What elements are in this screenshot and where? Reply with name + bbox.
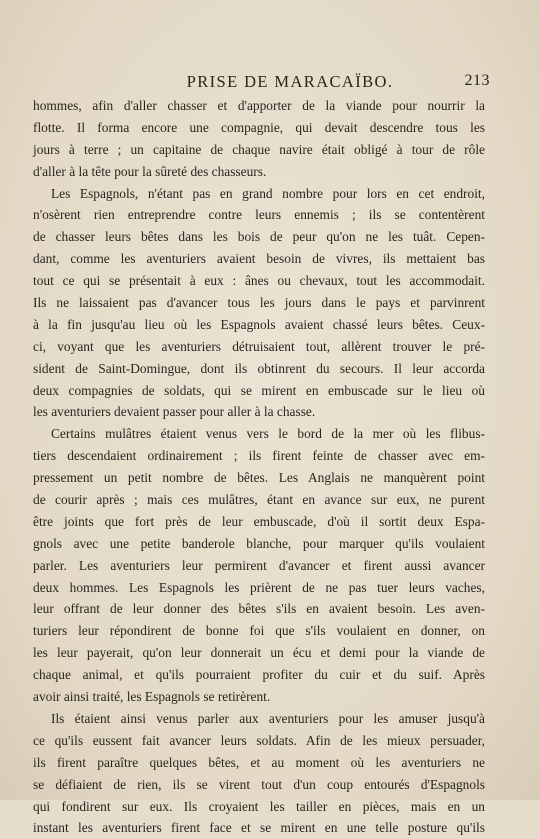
text-line: de courir après ; mais ces mulâtres, étant en avance sur eux, ne purent [33, 492, 485, 508]
text-line: jours à terre ; un capitaine de chaque navire était obligé à tour de rôle [33, 141, 485, 157]
text-line: ils firent paraître quelques bêtes, et au moment où les aventuriers ne [33, 754, 485, 770]
text-line: Ils ne laissaient pas d'avancer tous les jours dans le pays et parvinrent [33, 295, 485, 311]
text-line: parler. Les aventuriers leur permirent d'avancer et firent aussi avancer [33, 557, 485, 573]
text-line: n'osèrent rien entreprendre contre leurs ennemis ; ils se contentèrent [33, 207, 485, 223]
text-line: tout ce qui se présentait à eux : ânes ou chevaux, tout les accommodait. [33, 273, 485, 289]
text-line: de chasser leurs bêtes dans les bois de peur qu'on ne les tuât. Cepen- [33, 229, 485, 245]
text-line: dant, comme les aventuriers avaient besoin de vivres, ils mettaient bas [33, 251, 485, 267]
page-number: 213 [464, 72, 490, 89]
text-line: Les Espagnols, n'étant pas en grand nombre pour lors en cet endroit, [51, 185, 485, 201]
text-line: leur offrant de leur donner des bêtes s'ils en avaient besoin. Les aven- [33, 601, 485, 617]
running-head [90, 72, 490, 94]
text-line: d'aller à la tête pour la sûreté des chasseurs. [33, 163, 267, 179]
text-line: ce qu'ils eussent fait avancer leurs soldats. Afin de les mieux persuader, [33, 732, 485, 748]
text-line: Ils étaient ainsi venus parler aux aventuriers pour les amuser jusqu'à [51, 710, 485, 726]
paragraph [33, 183, 485, 424]
text-line: à la fin jusqu'au lieu où les Espagnols avaient chassé leurs bêtes. Ceux- [33, 316, 485, 332]
text-line: Certains mulâtres étaient venus vers le bord de la mer où les flibus- [51, 426, 485, 442]
body-text [33, 95, 485, 839]
paragraph [33, 95, 485, 183]
text-line: ci, voyant que les aventuriers détruisaient tout, allèrent trouver le pré- [33, 338, 485, 354]
paragraph [33, 708, 485, 839]
text-line: turiers leur répondirent de bonne foi que s'ils voulaient en donner, on [33, 623, 485, 639]
text-line: avoir ainsi traité, les Espagnols se retirèrent. [33, 689, 271, 705]
text-line: chaque animal, et qu'ils pourraient profiter du cuir et du suif. Après [33, 667, 485, 683]
text-line: gnols avec une petite banderole blanche, pour marquer qu'ils voulaient [33, 535, 485, 551]
text-line: les leur payerait, qu'on leur donnerait un écu et demi pour la viande de [33, 645, 485, 661]
text-line: sident de Saint-Domingue, dont ils obtinrent du secours. Il leur accorda [33, 360, 485, 376]
text-line: les aventuriers devaient passer pour aller à la chasse. [33, 404, 316, 420]
text-line: deux hommes. Les Espagnols les prièrent de ne pas tuer leurs vaches, [33, 579, 485, 595]
text-line: hommes, afin d'aller chasser et d'apporter de la viande pour nourrir la [33, 98, 485, 113]
text-line: être joints que fort près de leur embuscade, d'où il sortit deux Espa- [33, 513, 485, 529]
text-line: pressement un petit nombre de bêtes. Les Anglais ne manquèrent point [33, 470, 485, 486]
running-title: PRISE DE MARACAÏBO. [186, 72, 394, 91]
text-line: se défiaient de rien, ils se virent tout d'un coup entourés d'Espagnols [33, 776, 485, 792]
text-line: deux compagnies de soldats, qui se mirent en embuscade sur le lieu où [33, 382, 485, 398]
text-line: tiers descendaient ordinairement ; ils firent feinte de chasser avec em- [33, 448, 485, 464]
paragraph [33, 423, 485, 708]
text-line: instant les aventuriers firent face et se mirent en une telle posture qu'ils [33, 820, 485, 836]
text-line: flotte. Il forma encore une compagnie, qui devait descendre tous les [33, 119, 485, 135]
text-line: qui fondirent sur eux. Ils croyaient les tailler en pièces, mais en un [33, 798, 485, 814]
